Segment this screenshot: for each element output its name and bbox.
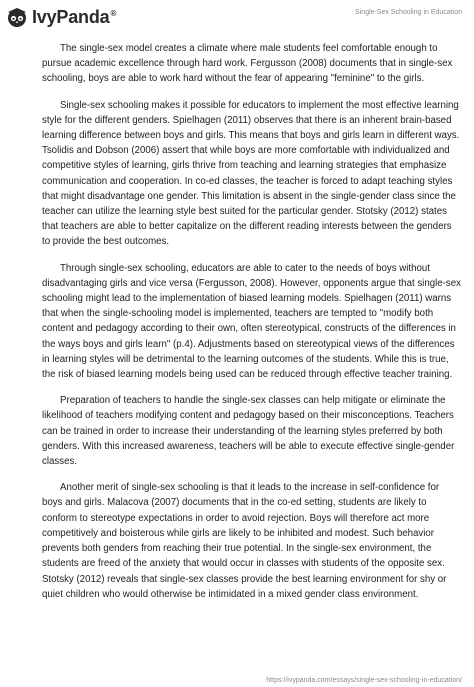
paragraph: Preparation of teachers to handle the single-sex classes can help mitigate or eliminate the likelihood of teachers modifying content and pedagogy based on their misconceptions. Teachers can be trained in order to increase their understanding of the learning styles preferred by both genders. With this increased awareness, teachers will be able to execute effective single-gender classes.: [42, 395, 455, 468]
paragraph: Through single-sex schooling, educators are able to cater to the needs of boys without disadvantaging girls and vice versa (Fergusson, 2008). However, opponents argue that single-sex schooling might lead to the implementation of biased learning models. Spielhagen (2011) warns that when the single-schooling model is implemented, teachers are tempted to "modify both content and pedagogy according to their own, often stereotypical, constructs of the differences in the ways boys and girls learn" (p.4). Adjustments based on stereotypical views of the differences in learning styles will be detrimental to the learning outcomes of the students. While this is true, the risk of biased learning models being used can be reduced through effective teacher training.: [42, 262, 461, 381]
brand-name: IvyPanda®: [32, 6, 117, 27]
source-url[interactable]: https://ivypanda.com/essays/single-sex-schooling-in-education/: [266, 677, 462, 684]
paragraph: Single-sex schooling makes it possible for educators to implement the most effective learning style for the different genders. Spielhagen (2011) observes that there is an inherent brain-based learning difference between boys and girls. This means that boys and girls learn in different ways. Tsolidis and Dobson (2006) assert that while boys are more comfortable with individualized and competitive styles of learning, girls thrive from teaching and learning strategies that emphasize communication and cooperation. In co-ed classes, the teacher is forced to adapt teaching styles that might disadvantage one gender. This limitation is absent in the single-gender class since the teacher can utilize the learning style best suited for the particular gender. Stotsky (2012) states that teachers are able to better capitalize on the different reading interests between the genders to provide the best outcomes.: [42, 99, 460, 248]
document-title: Single-Sex Schooling in Education: [354, 9, 462, 16]
paragraph: Another merit of single-sex schooling is that it leads to the increase in self-confidence for boys and girls. Malacova (2007) documents that in the co-ed setting, students are likely to conform to stereotype expectations in order to avoid rejection. Boys will therefore act more competitively and boisterous while girls are likely to be inhibited and modest. Such behavior prevents both genders from reaching their true potential. In the single-sex environment, the students are freed of the anxiety that would occur in classes with students of the opposite sex. Stotsky (2012) reveals that single-sex classes provide the best learning environment for shy or quiet children who would otherwise be intimidated in a mixed gender class environment.: [42, 482, 447, 600]
graduation-owl-logo-icon: [6, 6, 28, 28]
paragraph: The single-sex model creates a climate where male students feel comfortable enough to pursue academic excellence through hard work. Fergusson (2008) documents that in single-sex schooling, boys are able to work hard without the fear of appearing "feminine" to the girls.: [42, 43, 453, 85]
page-header: [0, 0, 474, 34]
essay-body: [42, 41, 462, 613]
ivypanda-logo[interactable]: [6, 6, 116, 28]
